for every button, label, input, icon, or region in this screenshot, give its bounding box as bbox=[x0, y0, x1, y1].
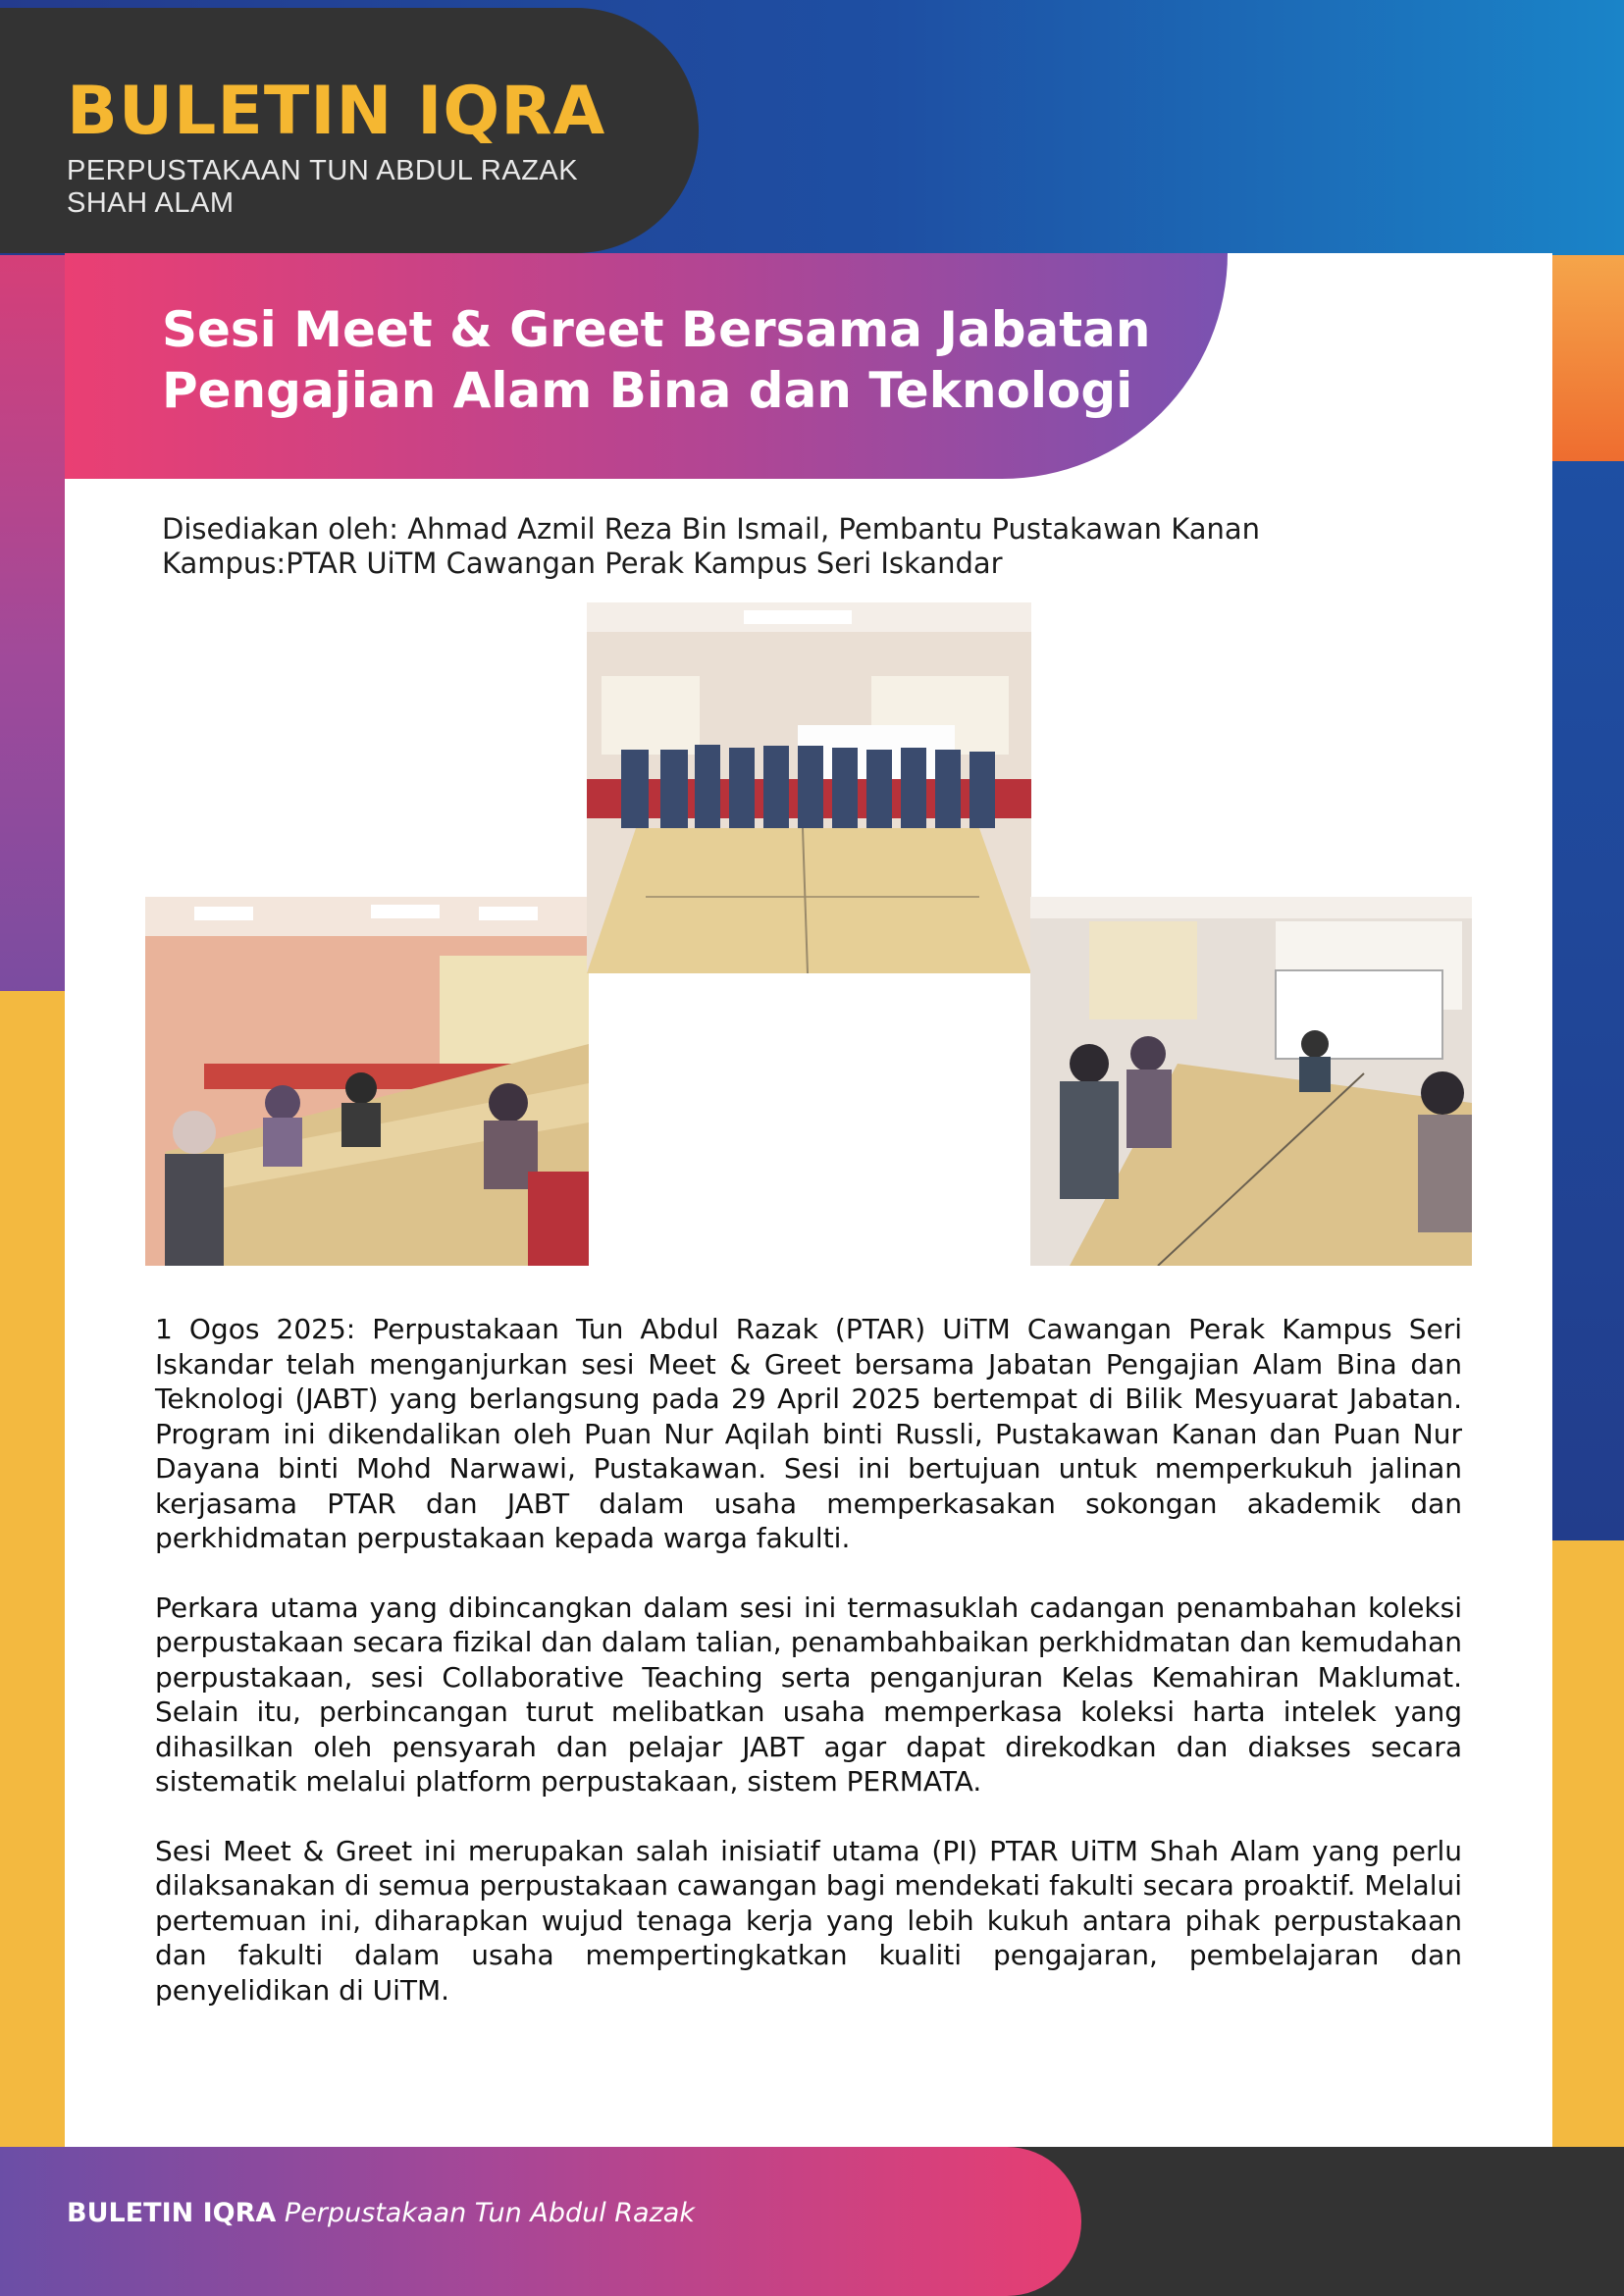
masthead bbox=[0, 8, 699, 253]
left-decor-strip-yellow bbox=[0, 991, 65, 2149]
campus: Kampus:PTAR UiTM Cawangan Perak Kampus Seri Iskandar bbox=[162, 547, 1003, 580]
article-byline bbox=[162, 512, 1438, 581]
footer bbox=[67, 2198, 695, 2228]
right-decor-strip-orange bbox=[1552, 255, 1624, 471]
article-paragraph-3: Sesi Meet & Greet ini merupakan salah inisiatif utama (PI) PTAR UiTM Shah Alam yang perlu dilaksanakan di semua perpustakaan cawangan bagi mendekati fakulti secara proaktif. Melalui pertemuan ini, diharapkan wujud tenaga kerja yang lebih kukuh antara pihak perpustakaan dan fakulti dalam usaha mempertingkatkan kualiti pengajaran, pembelajaran dan penyelidikan di UiTM. bbox=[155, 1834, 1462, 2007]
article-body bbox=[155, 1312, 1462, 2042]
right-decor-strip-yellow bbox=[1552, 1540, 1624, 2149]
masthead-title: BULETIN IQRA bbox=[67, 73, 606, 150]
photo-group bbox=[587, 602, 1031, 973]
right-decor-strip-blue bbox=[1552, 461, 1624, 1540]
left-decor-strip-gradient bbox=[0, 255, 65, 991]
photo-meeting-left bbox=[145, 897, 589, 1266]
article-headline: Sesi Meet & Greet Bersama Jabatan Pengajian Alam Bina dan Teknologi bbox=[162, 301, 1151, 419]
footer-text: Perpustakaan Tun Abdul Razak bbox=[284, 2198, 695, 2228]
photo-meeting-right bbox=[1030, 897, 1472, 1266]
article-paragraph-2: Perkara utama yang dibincangkan dalam sesi ini termasuklah cadangan penambahan koleksi perpustakaan secara fizikal dan dalam talian, penambahbaikan perkhidmatan dan kemudahan perpustakaan, sesi Collaborative Teaching serta penganjuran Kelas Kemahiran Maklumat. Selain itu, perbincangan turut melibatkan usaha memperkasa koleksi harta intelek yang dihasilkan oleh pensyarah dan pelajar JABT agar dapat direkodkan dan diakses secara sistematik melalui platform perpustakaan, sistem PERMATA. bbox=[155, 1591, 1462, 1798]
prepared-by: Disediakan oleh: Ahmad Azmil Reza Bin Ismail, Pembantu Pustakawan Kanan bbox=[162, 512, 1261, 546]
article-paragraph-1: 1 Ogos 2025: Perpustakaan Tun Abdul Razak (PTAR) UiTM Cawangan Perak Kampus Seri Iskandar telah menganjurkan sesi Meet & Greet bersama Jabatan Pengajian Alam Bina dan Teknologi (JABT) yang berlangsung pada 29 April 2025 bertempat di Bilik Mesyuarat Jabatan. Program ini dikendalikan oleh Puan Nur Aqilah binti Russli, Pustakawan Kanan dan Puan Nur Dayana binti Mohd Narwawi, Pustakawan. Sesi ini bertujuan untuk memperkukuh jalinan kerjasama PTAR dan JABT dalam usaha memperkasakan sokongan akademik dan perkhidmatan perpustakaan kepada warga fakulti. bbox=[155, 1313, 1462, 1554]
masthead-subtitle: PERPUSTAKAAN TUN ABDUL RAZAK SHAH ALAM bbox=[67, 155, 579, 219]
footer-brand: BULETIN IQRA bbox=[67, 2198, 277, 2228]
